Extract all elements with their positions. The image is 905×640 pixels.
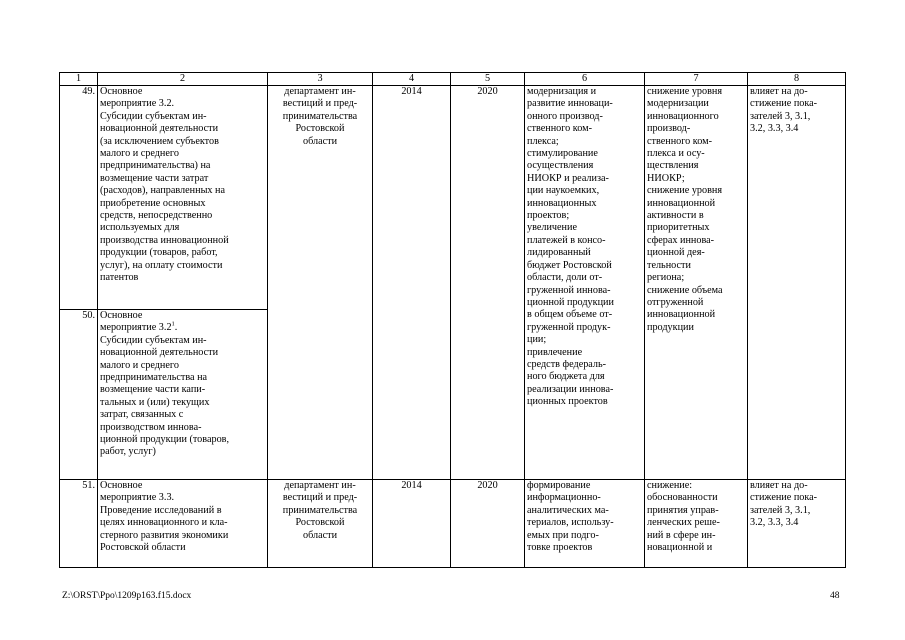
event-name-cell: Основное мероприятие 3.3. Проведение исследований в целях инновационного и кла- стерного развития экономики Ростовской области (98, 480, 268, 568)
footnote-marker: 1 (171, 321, 175, 329)
column-number: 3 (268, 73, 373, 86)
consequences-cell: снижение уровня модернизации инновационного производ- ственного ком- плекса и осу- ществления НИОКР; снижение уровня инновационной активности в приоритетных сферах иннова- ционной дея- тельности региона; снижение объема отгруженной инновационной продукции (645, 86, 748, 480)
column-number: 1 (60, 73, 98, 86)
column-number: 4 (373, 73, 451, 86)
indicator-link-cell: влияет на до- стижение пока- зателей 3, 3.1, 3.2, 3.3, 3.4 (748, 480, 846, 568)
column-number: 6 (525, 73, 645, 86)
event-line: мероприятие 3.2 (100, 322, 172, 334)
expected-result-cell: формирование информационно- аналитических ма- териалов, использу- емых при подго- товке проектов (525, 480, 645, 568)
start-year-cell: 2014 (373, 86, 451, 480)
footer-file-path: Z:\ORST\Ppo\1209p163.f15.docx (62, 591, 192, 601)
column-number: 2 (98, 73, 268, 86)
program-activities-table (59, 72, 846, 568)
column-number: 5 (451, 73, 525, 86)
event-name-cell: Основное мероприятие 3.2. Субсидии субъектам ин- новационной деятельности (за исключением субъектов малого и среднего предпринимательства) на возмещение части затрат (расходов), направленных на приобретение основных средств, непосредственно используемых для производства инновационной продукции (товаров, работ, услуг), на оплату стоимости патентов (98, 86, 268, 310)
expected-result-cell: модернизация и развитие инноваци- онного производ- ственного ком- плекса; стимулирование осуществления НИОКР и реализа- ции наукоемких, инновационных проектов; увеличение платежей в консо- лидированный бюджет Ростовской области, доли от- груженной иннова- ционной продукции в общем объеме от- груженной продук- ции; привлечение средств федераль- ного бюджета для реализации иннова- ционных проектов (525, 86, 645, 480)
table-row (60, 86, 846, 310)
column-number: 7 (645, 73, 748, 86)
executor-cell: департамент ин- вестиций и пред- принимательства Ростовской области (268, 86, 373, 480)
end-year-cell: 2020 (451, 86, 525, 480)
event-line: Основное (100, 310, 143, 321)
consequences-cell: снижение: обоснованности принятия управ- ленческих реше- ний в сфере ин- новационной и (645, 480, 748, 568)
event-line-end: . (174, 322, 178, 334)
page-number: 48 (830, 591, 840, 601)
column-number: 8 (748, 73, 846, 86)
end-year-cell: 2020 (451, 480, 525, 568)
table-row (60, 480, 846, 568)
executor-cell: департамент ин- вестиций и пред- принимательства Ростовской области (268, 480, 373, 568)
indicator-link-cell: влияет на до- стижение пока- зателей 3, 3.1, 3.2, 3.3, 3.4 (748, 86, 846, 480)
column-number-row (60, 73, 846, 86)
row-number: 50. (60, 310, 98, 480)
row-number: 49. (60, 86, 98, 310)
event-name-cell (98, 310, 268, 480)
start-year-cell: 2014 (373, 480, 451, 568)
event-description: Субсидии субъектам ин- новационной деятельности малого и среднего предпринимательства на возмещение части капи- тальных и (или) текущих затрат, связанных с производством иннова- ционной продукции (товаров, работ, услуг) (100, 334, 230, 458)
row-number: 51. (60, 480, 98, 568)
